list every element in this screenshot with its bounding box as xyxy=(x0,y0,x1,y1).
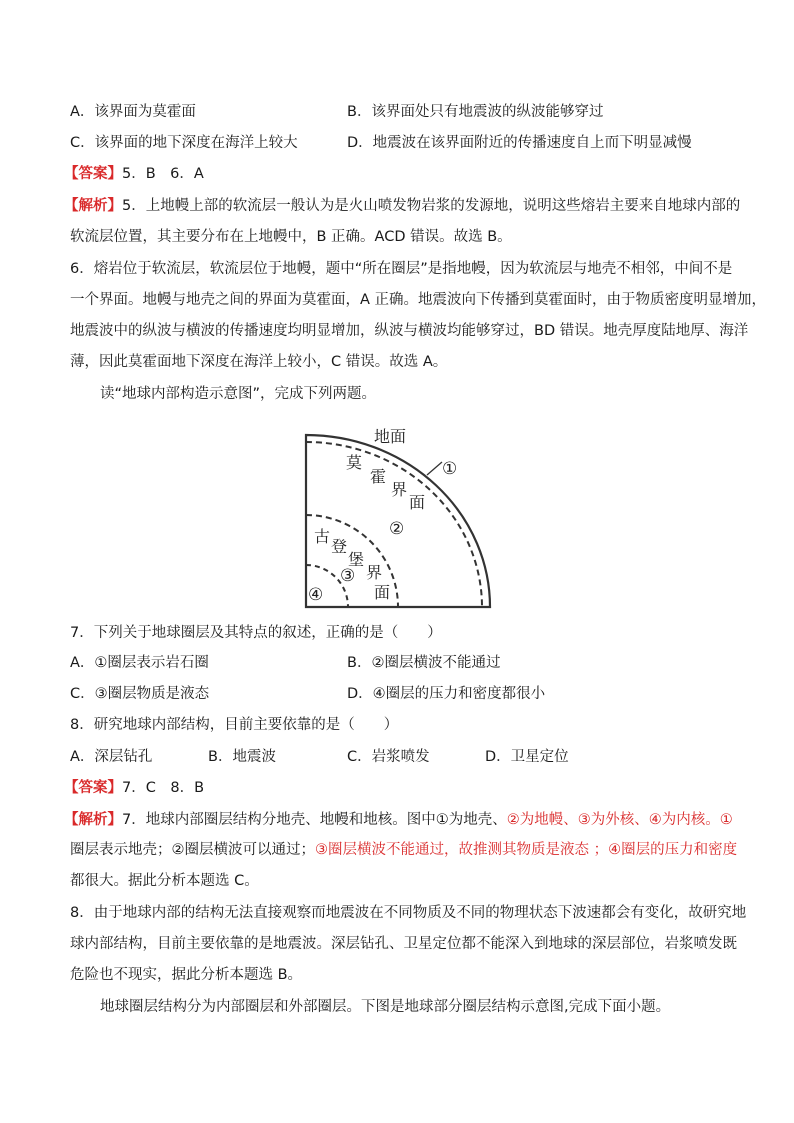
answer-text: 7．C 8．B xyxy=(122,780,205,796)
label-circle-4: ④ xyxy=(308,585,324,605)
intro-7-8: 读“地球内部构造示意图”，完成下列两题。 xyxy=(100,386,377,402)
analysis-5-text: 5．上地幔上部的软流层一般认为是火山喷发物岩浆的发源地，说明这些熔岩主要来自地球内部的 xyxy=(122,198,741,214)
analysis-8-line-1: 8．由于地球内部的结构无法直接观察而地震波在不同物质及不同的物理状态下波速都会有变化，故研究地 xyxy=(70,905,747,921)
answer-tag: 【答案】 xyxy=(64,166,122,182)
q7-stem: 7．下列关于地球圈层及其特点的叙述，正确的是（ ） xyxy=(70,625,442,641)
label-surface: 地面 xyxy=(374,427,407,446)
label-moho-1: 莫 xyxy=(346,453,363,472)
label-circle-2: ② xyxy=(389,519,405,539)
analysis-7-text: 7．地球内部圈层结构分地壳、地幔和地核。图中①为地壳、 xyxy=(122,812,507,828)
analysis-7-text: 圈层表示地壳；②圈层横波可以通过； xyxy=(70,842,315,858)
label-circle-3: ③ xyxy=(340,566,356,586)
q6-option-d: D．地震波在该界面附近的传播速度自上而下明显减慢 xyxy=(347,135,692,151)
q7-option-a: A．①圈层表示岩石圈 xyxy=(70,655,209,671)
analysis-5-line-2: 软流层位置，其主要分布在上地幔中，B 正确。ACD 错误。故选 B。 xyxy=(70,229,512,245)
analysis-7-highlight: ②为地幔、③为外核、④为内核。① xyxy=(506,812,733,828)
analysis-tag: 【解析】 xyxy=(64,198,122,214)
analysis-6-line-3: 地震波中的纵波与横波的传播速度均明显增加，纵波与横波均能够穿过，BD 错误。地壳厚度陆地厚、海洋 xyxy=(70,323,749,339)
q8-stem: 8．研究地球内部结构，目前主要依靠的是（ ） xyxy=(70,717,399,733)
label-moho-3: 界 xyxy=(391,480,408,499)
label-gutenberg-5: 面 xyxy=(374,583,391,602)
q8-option-b: B．地震波 xyxy=(208,749,276,765)
label-moho-2: 霍 xyxy=(370,467,387,486)
label-gutenberg-1: 古 xyxy=(314,527,331,546)
answer-5-6 xyxy=(64,164,204,184)
analysis-7-highlight: ③圈层横波不能通过，故推测其物质是液态 ；④圈层的压力和密度 xyxy=(315,842,738,858)
q6-option-a: A．该界面为莫霍面 xyxy=(70,104,196,120)
pointer-line-1 xyxy=(427,462,442,475)
q8-option-c: C．岩浆喷发 xyxy=(347,749,430,765)
analysis-5-line-1 xyxy=(64,196,740,216)
q6-option-b: B．该界面处只有地震波的纵波能够穿过 xyxy=(347,104,604,120)
intro-next-question: 地球圈层结构分为内部圈层和外部圈层。下图是地球部分圈层结构示意图,完成下面小题。 xyxy=(100,999,671,1015)
answer-text: 5．B 6．A xyxy=(122,166,204,182)
label-moho-4: 面 xyxy=(409,493,426,512)
label-gutenberg-3: 堡 xyxy=(348,550,365,569)
q8-option-d: D．卫星定位 xyxy=(485,749,569,765)
analysis-tag: 【解析】 xyxy=(64,812,122,828)
q6-option-c: C．该界面的地下深度在海洋上较大 xyxy=(70,135,298,151)
analysis-6-line-1: 6．熔岩位于软流层，软流层位于地幔，题中“所在圈层”是指地幔，因为软流层与地壳不相邻，中间不是 xyxy=(70,261,733,277)
label-circle-1: ① xyxy=(442,459,458,479)
analysis-6-line-2: 一个界面。地幔与地壳之间的界面为莫霍面，A 正确。地震波向下传播到莫霍面时，由于物质密度明显增加， xyxy=(70,292,767,308)
earth-interior-diagram xyxy=(296,422,500,614)
analysis-8-line-2: 球内部结构，目前主要依靠的是地震波。深层钻孔、卫星定位都不能深入到地球的深层部位，岩浆喷发既 xyxy=(70,936,737,952)
label-gutenberg-2: 登 xyxy=(331,537,348,556)
q7-option-c: C．③圈层物质是液态 xyxy=(70,686,210,702)
label-gutenberg-4: 界 xyxy=(366,563,383,582)
q7-option-b: B．②圈层横波不能通过 xyxy=(347,655,501,671)
analysis-7-line-1 xyxy=(64,810,733,830)
analysis-7-line-3: 都很大。据此分析本题选 C。 xyxy=(70,873,259,889)
analysis-6-line-4: 薄，因此莫霍面地下深度在海洋上较小，C 错误。故选 A。 xyxy=(70,354,448,370)
q8-option-a: A．深层钻孔 xyxy=(70,749,153,765)
answer-7-8 xyxy=(64,778,204,798)
analysis-7-line-2 xyxy=(70,840,737,860)
analysis-8-line-3: 危险也不现实，据此分析本题选 B。 xyxy=(70,967,303,983)
q7-option-d: D．④圈层的压力和密度都很小 xyxy=(347,686,546,702)
answer-tag: 【答案】 xyxy=(64,780,122,796)
